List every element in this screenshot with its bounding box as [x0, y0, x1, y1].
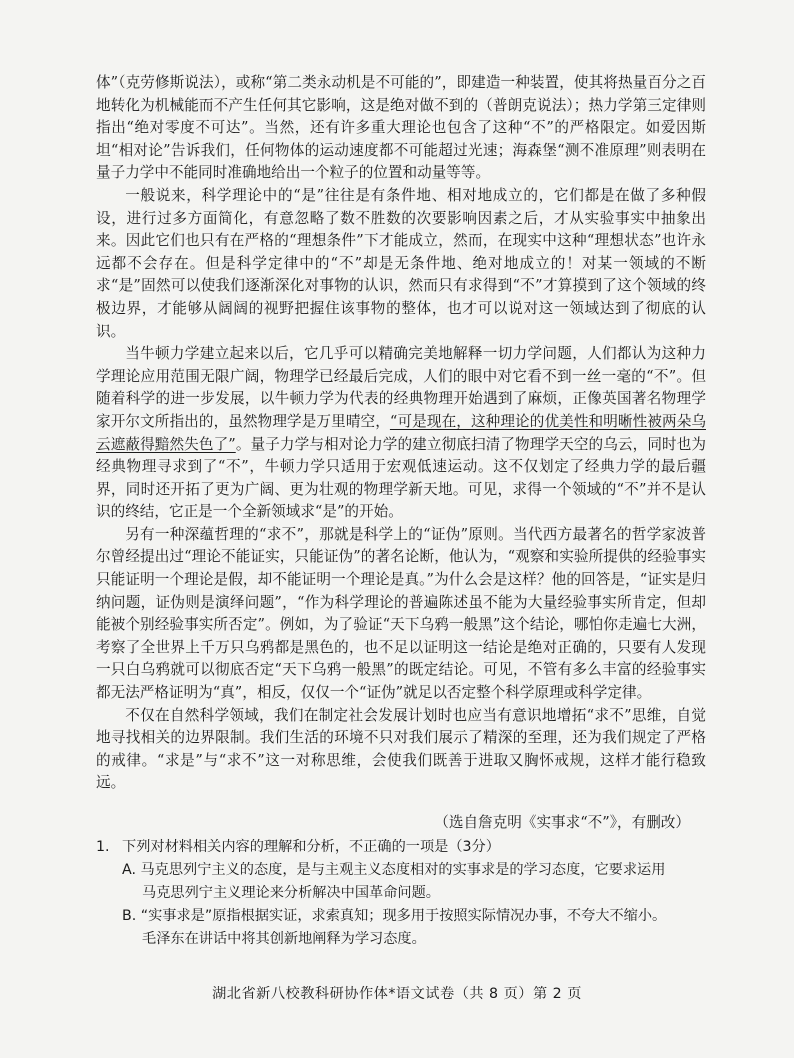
question-section — [96, 836, 712, 951]
question-1-stem — [96, 836, 712, 859]
option-b-line-2: 毛泽东在讲话中将其创新地阐释为学习态度。 — [142, 931, 426, 947]
paragraph-3-text-before: 当牛顿力学建立起来以后，它几乎可以精确完美地解释一切力学问题，人们都认为这种力学理论应用范围无限广阔，物理学已经最后完成，人们的眼中对它看不到一丝一毫的“不”。但随着科学的进一步发展，以牛顿力学为代表的经典物理开始遇到了麻烦，正像英国著名物理学家开尔文所指出的，虽然物理学是万里晴空， — [96, 345, 706, 430]
underlined-quote: “可是现在，这种理论的优美性和明晰性被两朵乌云遮蔽得黯然失色了” — [96, 412, 706, 453]
question-number: 1. — [96, 839, 110, 855]
passage-paragraph-3 — [96, 343, 706, 524]
passage-paragraph-4: 另有一种深蕴哲理的“求不”，那就是科学上的“证伪”原则。当代西方最著名的哲学家波普尔曾经提出过“理论不能证实，只能证伪”的著名论断，他认为，“观察和实验所提供的经验事实只能证明一个理论是假，却不能证明一个理论是真。”为什么会是这样？他的回答是，“证实是归纳问题，证伪则是演绎问题”，“作为科学理论的普遍陈述虽不能为大量经验事实所肯定，但却能被个别经验事实所否定”。例如，为了验证“天下乌鸦一般黑”这个结论，哪怕你走遍七大洲，考察了全世界上千万只乌鸦都是黑色的，也不足以证明这一结论是绝对正确的，只要有人发现一只白乌鸦就可以彻底否定“天下乌鸦一般黑”的既定结论。可见，不管有多么丰富的经验事实都无法严格证明为“真”，相反，仅仅一个“证伪”就足以否定整个科学原理或科学定律。 — [96, 525, 706, 702]
option-b-line-1: B. “实事求是”原指根据实证，求索真知；现多用于按照实际情况办事，不夸大不缩小。 — [122, 908, 667, 924]
source-citation: （选自詹克明《实事求“不”》，有删改） — [434, 814, 690, 831]
option-a-line-2: 马克思列宁主义理论来分析解决中国革命问题。 — [142, 885, 440, 901]
paragraph-3-text-after: 。量子力学与相对论力学的建立彻底扫清了物理学天空的乌云，同时也为经典物理寻求到了“不”，牛顿力学只适用于宏观低速运动。这不仅划定了经典力学的最后疆界，同时还开拓了更为广阔、更为壮观的物理学新天地。可见，求得一个领域的“不”并不是认识的终结，它正是一个全新领域求“是”的开始。 — [96, 435, 706, 521]
passage-paragraph-2: 一般说来，科学理论中的“是”往往是有条件地、相对地成立的，它们都是在做了多种假设，进行过多方面简化，有意忽略了数不胜数的次要影响因素之后，才从实验事实中抽象出来。因此它们也只有在严格的“理想条件”下才能成立，然而，在现实中这种“理想状态”也许永远都不会存在。但是科学定律中的“不”却是无条件地、绝对地成立的！对某一领域的不断求“是”固然可以使我们逐渐深化对事物的认识，然而只有求得到“不”才算摸到了这个领域的终极边界，才能够从阔阔的视野把握住该事物的整体，也才可以说对这一领域达到了彻底的认识。 — [96, 186, 706, 340]
passage-paragraph-5: 不仅在自然科学领域，我们在制定社会发展计划时也应当有意识地增拓“求不”思维，自觉地寻找相关的边界限制。我们生活的环境不只对我们展示了精深的至理，还为我们规定了严格的戒律。“求是”与“求不”这一对称思维，会使我们既善于进取又胸怀戒规，这样才能行稳致远。 — [96, 706, 706, 792]
page-footer: 湖北省新八校教科研协作体*语文试卷（共 8 页）第 2 页 — [212, 986, 582, 1002]
option-b — [96, 905, 712, 951]
option-a-line-1: A. 马克思列宁主义的态度，是与主观主义态度相对的实事求是的学习态度，它要求运用 — [122, 862, 666, 878]
reading-passage — [96, 72, 706, 795]
option-a — [96, 859, 712, 905]
question-text: 下列对材料相关内容的理解和分析，不正确的一项是（3分） — [122, 839, 500, 855]
passage-paragraph-1: 体”（克劳修斯说法），或称“第二类永动机是不可能的”，即建造一种装置，使其将热量百分之百地转化为机械能而不产生任何其它影响，这是绝对做不到的（普朗克说法）；热力学第三定律则指出“绝对零度不可达”。当然，还有许多重大理论也包含了这种“不”的严格限定。如爱因斯坦“相对论”告诉我们，任何物体的运动速度都不可能超过光速；海森堡“测不准原理”则表明在量子力学中不能同时准确地给出一个粒子的位置和动量等等。 — [96, 74, 706, 182]
